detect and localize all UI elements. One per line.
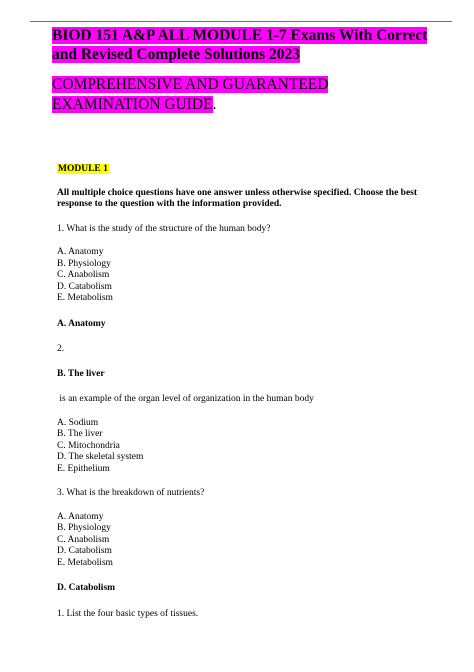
instructions: All multiple choice questions have one answer unless otherwise specified. Choose the best response to the question with the information provided. bbox=[57, 187, 418, 209]
document-body bbox=[57, 164, 437, 620]
option: A. Anatomy bbox=[57, 511, 104, 522]
document-title bbox=[52, 26, 452, 64]
option: C. Mitochondria bbox=[57, 440, 120, 451]
module-heading bbox=[57, 164, 437, 176]
document-subtitle bbox=[52, 75, 452, 114]
option: D. Catabolism bbox=[57, 281, 112, 292]
header-rule bbox=[30, 21, 452, 22]
option: B. Physiology bbox=[57, 523, 111, 533]
option: C. Anabolism bbox=[57, 534, 110, 545]
question-2: is an example of the organ level of organization in the human body bbox=[57, 394, 314, 404]
option: D. Catabolism bbox=[57, 546, 112, 556]
option: A. Sodium bbox=[57, 417, 99, 428]
question-4: 1. List the four basic types of tissues. bbox=[57, 608, 199, 619]
subtitle-line-1: COMPREHENSIVE AND GUARANTEED bbox=[52, 76, 329, 93]
module-label: MODULE 1 bbox=[58, 164, 108, 174]
question-1-options bbox=[57, 247, 437, 305]
subtitle-period: . bbox=[212, 95, 217, 113]
option: E. Epithelium bbox=[57, 463, 110, 474]
subtitle-line-2: EXAMINATION GUIDE bbox=[52, 95, 213, 113]
answer-1: A. Anatomy bbox=[57, 318, 106, 329]
option: C. Anabolism bbox=[57, 270, 110, 280]
option: B. Physiology bbox=[57, 258, 111, 269]
option: D. The skeletal system bbox=[57, 452, 144, 462]
question-3: 3. What is the breakdown of nutrients? bbox=[57, 488, 205, 498]
question-3-options bbox=[57, 512, 437, 570]
option: E. Metabolism bbox=[57, 557, 113, 568]
answer-2: B. The liver bbox=[57, 368, 105, 379]
option: A. Anatomy bbox=[57, 247, 104, 257]
question-2-number: 2. bbox=[57, 344, 65, 354]
answer-3: D. Catabolism bbox=[57, 583, 116, 593]
title-highlight: BIOD 151 A&P ALL MODULE 1-7 Exams With Correct and Revised Complete Solutions 2023 bbox=[52, 27, 428, 63]
question-2-options bbox=[57, 418, 437, 476]
option: E. Metabolism bbox=[57, 293, 113, 303]
option: B. The liver bbox=[57, 429, 103, 439]
question-1: 1. What is the study of the structure of the human body? bbox=[57, 223, 271, 234]
